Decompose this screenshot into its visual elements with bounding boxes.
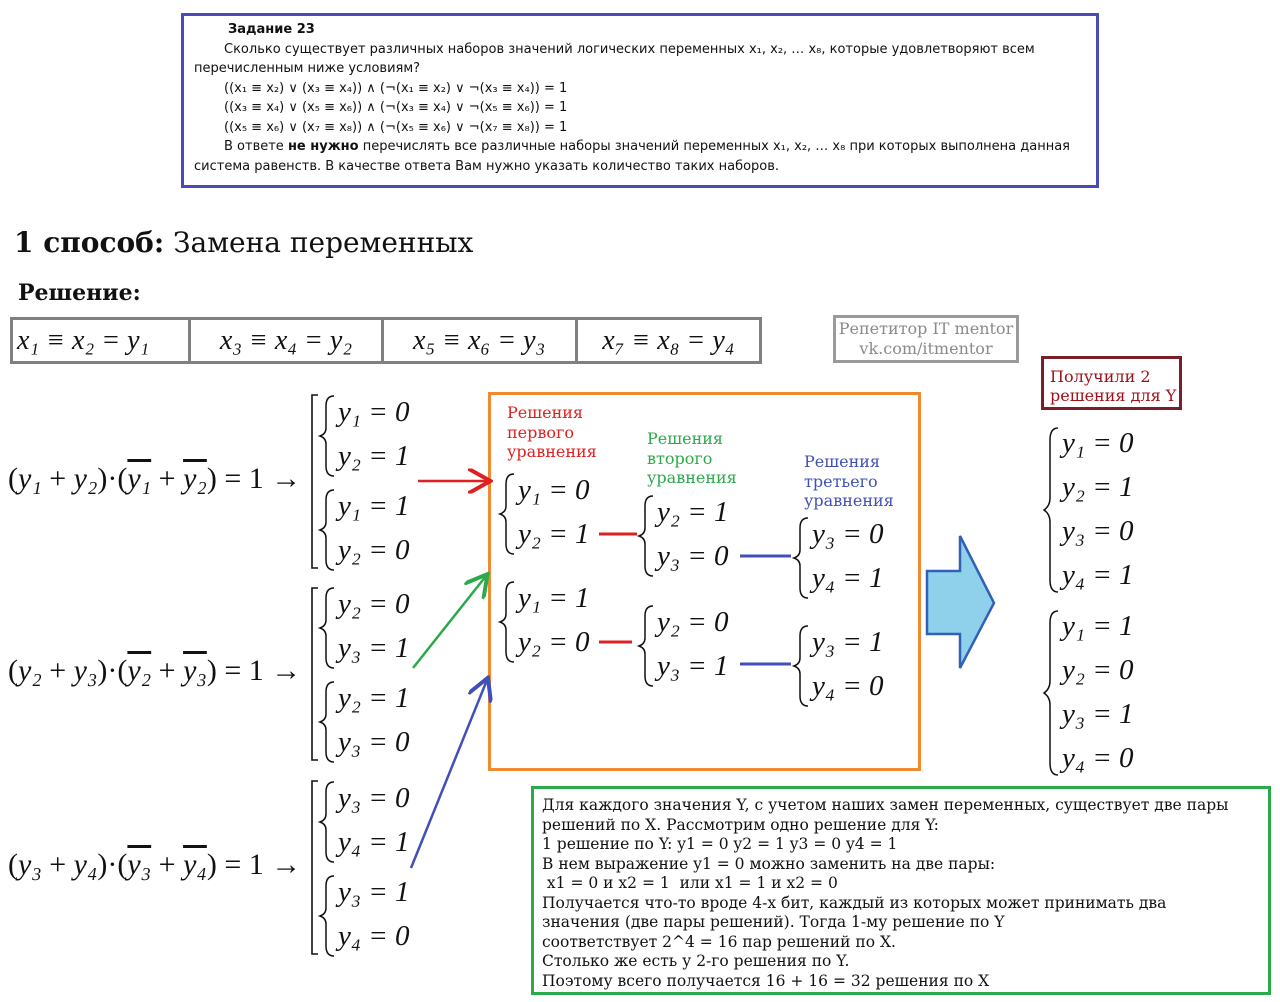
blue-arrow bbox=[411, 680, 487, 868]
sys-row: y₃ = 0 bbox=[1062, 515, 1134, 547]
equation-2: (y₂ + y₃)·(y₂ + y₃) = 1 → bbox=[8, 654, 302, 687]
result-arrow-icon bbox=[927, 536, 994, 668]
sys-row: y₁ = 1 bbox=[518, 582, 590, 614]
sys-row: y₁ = 1 bbox=[1062, 610, 1134, 642]
answer-rest: перечислять все различные наборы значений переменных x₁, x₂, … x₈ при которых выполнена данная система равенств. В качестве ответа Вам нужно указать количество таких наборов. bbox=[194, 139, 1071, 174]
sys-row: y₄ = 0 bbox=[1062, 742, 1134, 774]
brace bbox=[320, 782, 334, 862]
sys-row: y₂ = 1 bbox=[1062, 471, 1134, 503]
eq1-not-b: y₂ bbox=[183, 462, 207, 495]
brace bbox=[320, 682, 334, 762]
eq2-rhs: = 1 → bbox=[224, 654, 302, 687]
solution-label: Решение: bbox=[18, 280, 141, 306]
label-second-equation: Решения второго уравнения bbox=[647, 429, 737, 487]
sys-row: y₂ = 0 bbox=[338, 534, 410, 566]
sys-row: y₂ = 1 bbox=[518, 518, 590, 550]
sys-row: y₄ = 1 bbox=[812, 562, 884, 594]
eq1-b: y₂ bbox=[73, 462, 98, 495]
brace bbox=[500, 474, 514, 554]
sys-row: y₃ = 1 bbox=[1062, 698, 1134, 730]
sys-row: y₂ = 0 bbox=[657, 606, 729, 638]
eq3-not-a: y₃ bbox=[127, 848, 152, 881]
substitution-cell: x₅ ≡ x₆ = y₃ bbox=[384, 320, 578, 361]
explanation-line: соответствует 2^4 = 16 пар решений по X. bbox=[542, 932, 896, 951]
sys-row: y₂ = 0 bbox=[518, 626, 590, 658]
task-equation-3: ((x₅ ≡ x₆) ∨ (x₇ ≡ x₈)) ∧ (¬(x₅ ≡ x₆) ∨ ¬(x₇ ≡ x₈)) = 1 bbox=[224, 119, 568, 135]
sys-row: y₄ = 0 bbox=[338, 920, 410, 952]
substitution-cell: x₁ ≡ x₂ = y₁ bbox=[13, 320, 191, 361]
watermark-line1: Репетитор IT mentor bbox=[838, 319, 1014, 338]
label-third-equation: Решения третьего уравнения bbox=[804, 452, 894, 510]
sys-row: y₄ = 1 bbox=[338, 826, 410, 858]
answer-prefix: В ответе bbox=[224, 139, 288, 154]
sys-row: y₁ = 1 bbox=[338, 490, 410, 522]
sys-row: y₂ = 0 bbox=[338, 588, 410, 620]
sys-row: y₃ = 1 bbox=[812, 626, 884, 658]
square-brackets bbox=[312, 395, 318, 954]
explanation-line: Поэтому всего получается 16 + 16 = 32 решения по X bbox=[542, 971, 990, 990]
explanation-line: Для каждого значения Y, с учетом наших замен переменных, существует две пары bbox=[542, 796, 1229, 814]
explanation-line: Столько же есть у 2-го решения по Y. bbox=[542, 952, 850, 970]
sys-row: y₄ = 0 bbox=[812, 670, 884, 702]
substitution-cell: x₃ ≡ x₄ = y₂ bbox=[191, 320, 383, 361]
brace bbox=[320, 588, 334, 668]
substitution-cell: x₇ ≡ x₈ = y₄ bbox=[602, 324, 735, 356]
method-name: Замена переменных bbox=[164, 226, 474, 259]
result-label: Получили 2 решения для Y bbox=[1041, 356, 1182, 410]
explanation-line: значения (две пары решений). Тогда 1-му решение по Y bbox=[542, 913, 1005, 931]
method-number: 1 способ: bbox=[14, 226, 165, 259]
sys-row: y₄ = 1 bbox=[1062, 559, 1134, 591]
answer-bold: не нужно bbox=[287, 139, 359, 154]
sys-row: y₂ = 1 bbox=[338, 682, 410, 714]
brace bbox=[1044, 428, 1058, 592]
sys-row: y₃ = 0 bbox=[812, 518, 884, 550]
brace bbox=[794, 626, 808, 706]
sys-row: y₃ = 0 bbox=[657, 540, 729, 572]
sys-row: y₁ = 0 bbox=[338, 396, 410, 428]
eq3-a: y₃ bbox=[18, 848, 42, 881]
sys-row: y₁ = 0 bbox=[1062, 427, 1134, 459]
eq2-not-a: y₂ bbox=[127, 654, 152, 687]
sys-row: y₃ = 1 bbox=[657, 650, 729, 682]
task-question: Сколько существует различных наборов значений логических переменных x₁, x₂, … x₈, которые удовлетворяют всем перечисленным ниже условиям? bbox=[194, 41, 1035, 76]
eq3-b: y₄ bbox=[73, 848, 98, 881]
sys-row: y₃ = 0 bbox=[338, 782, 410, 814]
brace bbox=[1044, 611, 1058, 775]
eq3-not-b: y₄ bbox=[183, 848, 207, 881]
sys-row: y₃ = 0 bbox=[338, 726, 410, 758]
equation-3: (y₃ + y₄)·(y₃ + y₄) = 1 → bbox=[8, 848, 302, 881]
watermark-line2: vk.com/itmentor bbox=[859, 339, 993, 358]
eq3-rhs: = 1 → bbox=[224, 848, 302, 881]
explanation-line: В нем выражение y1 = 0 можно заменить на две пары: bbox=[542, 854, 996, 873]
task-heading: Задание 23 bbox=[228, 22, 315, 37]
eq1-a: y₁ bbox=[18, 462, 42, 495]
task-equation-2: ((x₃ ≡ x₄) ∨ (x₅ ≡ x₆)) ∧ (¬(x₃ ≡ x₄) ∨ ¬(x₅ ≡ x₆)) = 1 bbox=[224, 100, 568, 115]
sys-row: y₂ = 1 bbox=[338, 440, 410, 472]
eq1-not-a: y₁ bbox=[127, 462, 152, 495]
sys-row: y₁ = 0 bbox=[518, 474, 590, 506]
explanation-line: решений по X. Рассмотрим одно решение для Y: bbox=[542, 815, 939, 834]
brace bbox=[320, 876, 334, 956]
brace bbox=[794, 518, 808, 598]
brace bbox=[500, 582, 514, 662]
sys-row: y₃ = 1 bbox=[338, 632, 410, 664]
brace bbox=[639, 606, 653, 686]
equation-1: (y₁ + y₂)·(y₁ + y₂) = 1 → bbox=[8, 462, 302, 495]
brace bbox=[639, 496, 653, 576]
explanation-line: 1 решение по Y: y1 = 0 y2 = 1 y3 = 0 y4 = 1 bbox=[542, 835, 898, 853]
bracket-eq3 bbox=[312, 781, 318, 954]
explanation-line: Получается что-то вроде 4-х бит, каждый из которых может принимать два bbox=[542, 893, 1167, 912]
brace bbox=[320, 490, 334, 570]
brace bbox=[320, 396, 334, 476]
green-arrow bbox=[413, 576, 486, 668]
task-equation-1: ((x₁ ≡ x₂) ∨ (x₃ ≡ x₄)) ∧ (¬(x₁ ≡ x₂) ∨ ¬(x₃ ≡ x₄)) = 1 bbox=[224, 80, 568, 96]
eq1-rhs: = 1 → bbox=[224, 462, 302, 495]
eq2-not-b: y₃ bbox=[183, 654, 207, 687]
sys-row: y₃ = 1 bbox=[338, 876, 410, 908]
eq2-b: y₃ bbox=[73, 654, 98, 687]
sys-row: y₂ = 0 bbox=[1062, 654, 1134, 686]
explanation-line: x1 = 0 и x2 = 1 или x1 = 1 и x2 = 0 bbox=[542, 874, 838, 892]
sys-row: y₂ = 1 bbox=[657, 496, 729, 528]
bracket-eq2 bbox=[312, 588, 318, 760]
bracket-eq1 bbox=[312, 395, 318, 568]
label-first-equation: Решения первого уравнения bbox=[507, 403, 597, 461]
eq2-a: y₂ bbox=[18, 654, 42, 687]
